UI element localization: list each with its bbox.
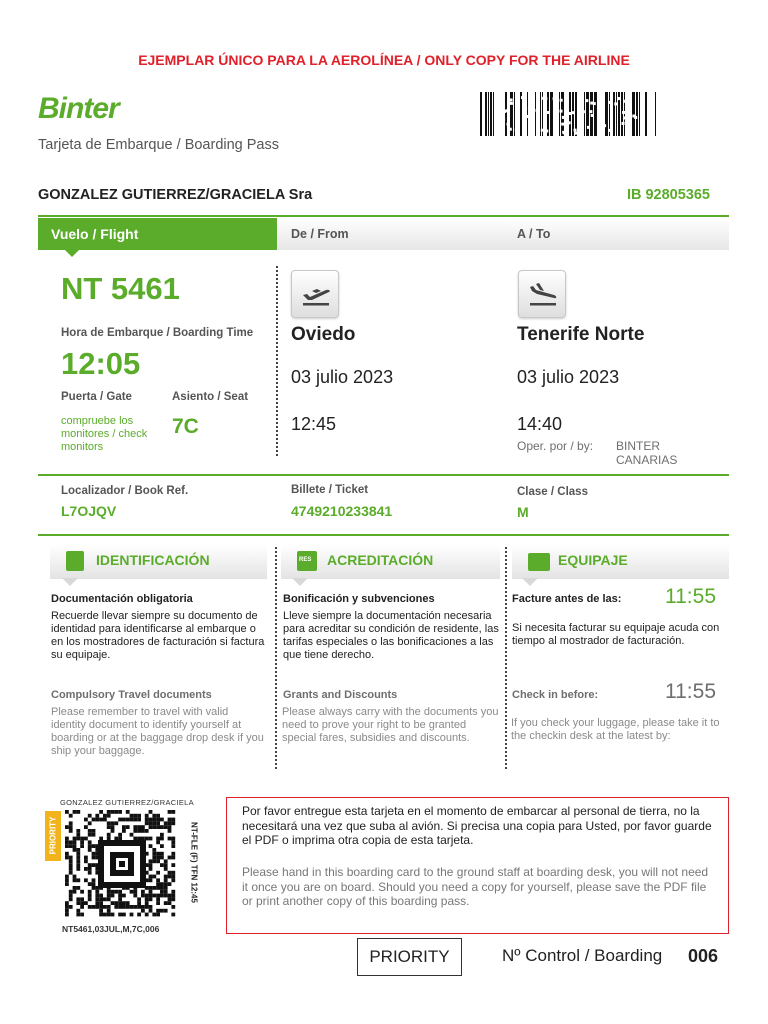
- gate-value: compruebe los monitores / check monitors: [61, 415, 148, 453]
- seat-label: Asiento / Seat: [172, 391, 249, 403]
- qr-side-text: NT-FLE (F) TFN 12:45: [189, 822, 199, 903]
- destination-date: 03 julio 2023: [517, 367, 620, 387]
- luggage-title: EQUIPAJE: [558, 552, 628, 568]
- identification-header: [50, 545, 267, 579]
- ticket-label: Billete / Ticket: [291, 484, 369, 496]
- qr-code-line: NT5461,03JUL,M,7C,006: [62, 924, 160, 934]
- luggage-subtitle-es: Facture antes de las:: [512, 593, 622, 605]
- ib-number: IB 92805365: [626, 187, 710, 203]
- ticket-value: 4749210233841: [291, 503, 393, 519]
- origin-date: 03 julio 2023: [291, 367, 394, 387]
- class-label: Clase / Class: [517, 486, 588, 498]
- gate-label: Puerta / Gate: [61, 391, 132, 403]
- priority-tag-label: PRIORITY: [48, 816, 58, 855]
- notice-text-en: Please hand in this boarding card to the ground staff at boarding desk, you will not need it once you are on board. Should you need a copy for yourself, please save the PDF file or print another copy of this boarding pass.: [242, 865, 709, 908]
- luggage-subtitle-en: Check in before:: [512, 689, 599, 701]
- operator-value-1: BINTER: [616, 439, 661, 453]
- tab-flight-label: Vuelo / Flight: [51, 226, 139, 242]
- id-text-en: Please remember to travel with valid identity document to identify yourself at boarding or at the baggage drop desk if you ship your baggage.: [51, 706, 264, 757]
- luggage-time-en: 11:55: [665, 680, 716, 703]
- boarding-qr-code: [65, 810, 179, 920]
- header-pointer: [62, 578, 78, 586]
- accred-text-en: Please always carry with the documents you need to prove your right to be granted special fares, subsidies and discounts.: [282, 706, 499, 744]
- notice-text-es: Por favor entregue esta tarjeta en el momento de embarcar al personal de tierra, no la necesitará una vez que suba al avión. Si precisa una copia para Usted, por favor guarde el PDF o imprima otra copia de esta tarjeta.: [242, 804, 712, 847]
- tab-to: A / To: [517, 227, 551, 241]
- accreditation-title: ACREDITACIÓN: [327, 552, 434, 568]
- control-value: 006: [688, 946, 719, 966]
- destination-city: Tenerife Norte: [517, 324, 645, 345]
- destination-time: 14:40: [517, 414, 563, 434]
- binter-logo: Binter: [38, 92, 119, 125]
- accred-text-es: Lleve siempre la documentación necesaria para acreditar su condición de residente, las tarifas especiales o las bonificaciones a las que tiene derecho.: [283, 610, 499, 661]
- id-text-es: Recuerde llevar siempre su documento de identidad para identificarse al embarque o en los mostradores de facturación si factura su equipaje.: [51, 610, 265, 661]
- airline-copy-warning: EJEMPLAR ÚNICO PARA LA AEROLÍNEA / ONLY COPY FOR THE AIRLINE: [138, 52, 630, 68]
- priority-tag: [45, 811, 61, 861]
- res-icon: [297, 551, 317, 571]
- operator-label: Oper. por / by:: [517, 439, 594, 453]
- plane-departure-icon: [300, 279, 332, 307]
- luggage-header: [512, 545, 729, 579]
- tab-pointer: [64, 249, 80, 257]
- id-card-icon: [66, 551, 84, 571]
- origin-time: 12:45: [291, 414, 337, 434]
- luggage-time-es: 11:55: [665, 585, 716, 608]
- res-icon-text: RES: [299, 557, 312, 563]
- header-pointer: [292, 578, 308, 586]
- accred-subtitle-en: Grants and Discounts: [283, 689, 398, 701]
- seat-value: 7C: [172, 415, 199, 438]
- luggage-text-en: If you check your luggage, please take it to the checkin desk at the latest by:: [511, 717, 720, 742]
- qr-side-text-box: [186, 814, 200, 918]
- id-subtitle-es: Documentación obligatoria: [51, 593, 193, 605]
- dotted-divider: [275, 547, 277, 769]
- origin-city: Oviedo: [291, 324, 356, 345]
- arrival-icon-box: [518, 270, 566, 318]
- plane-arrival-icon: [527, 279, 559, 307]
- handover-notice: [226, 797, 729, 934]
- flight-number: NT 5461: [61, 271, 180, 306]
- document-title: Tarjeta de Embarque / Boarding Pass: [38, 137, 279, 153]
- boarding-time: 12:05: [61, 346, 141, 381]
- priority-box: PRIORITY: [357, 938, 462, 976]
- qr-passenger-name: GONZALEZ GUTIERREZ/GRACIELA: [60, 798, 194, 807]
- accreditation-header: [281, 545, 500, 579]
- divider: [38, 534, 729, 536]
- departure-icon-box: [291, 270, 339, 318]
- tab-flight: [38, 218, 277, 250]
- tab-from: De / From: [291, 227, 349, 241]
- luggage-clock-icon: [528, 553, 550, 571]
- divider: [38, 215, 729, 217]
- control-label: Nº Control / Boarding: [502, 946, 663, 965]
- top-barcode: [478, 92, 658, 136]
- luggage-text-es: Si necesita facturar su equipaje acuda con tiempo al mostrador de facturación.: [512, 622, 720, 647]
- locator-value: L7OJQV: [61, 503, 117, 519]
- accred-subtitle-es: Bonificación y subvenciones: [283, 593, 435, 605]
- divider: [38, 474, 729, 476]
- dotted-divider: [276, 266, 278, 456]
- id-subtitle-en: Compulsory Travel documents: [51, 689, 212, 701]
- passenger-name: GONZALEZ GUTIERREZ/GRACIELA Sra: [38, 187, 313, 203]
- header-pointer: [522, 578, 538, 586]
- class-value: M: [517, 504, 529, 520]
- operator-value-2: CANARIAS: [616, 453, 678, 467]
- dotted-divider: [505, 547, 507, 769]
- identification-title: IDENTIFICACIÓN: [96, 552, 210, 568]
- boarding-time-label: Hora de Embarque / Boarding Time: [61, 327, 254, 339]
- locator-label: Localizador / Book Ref.: [61, 485, 189, 497]
